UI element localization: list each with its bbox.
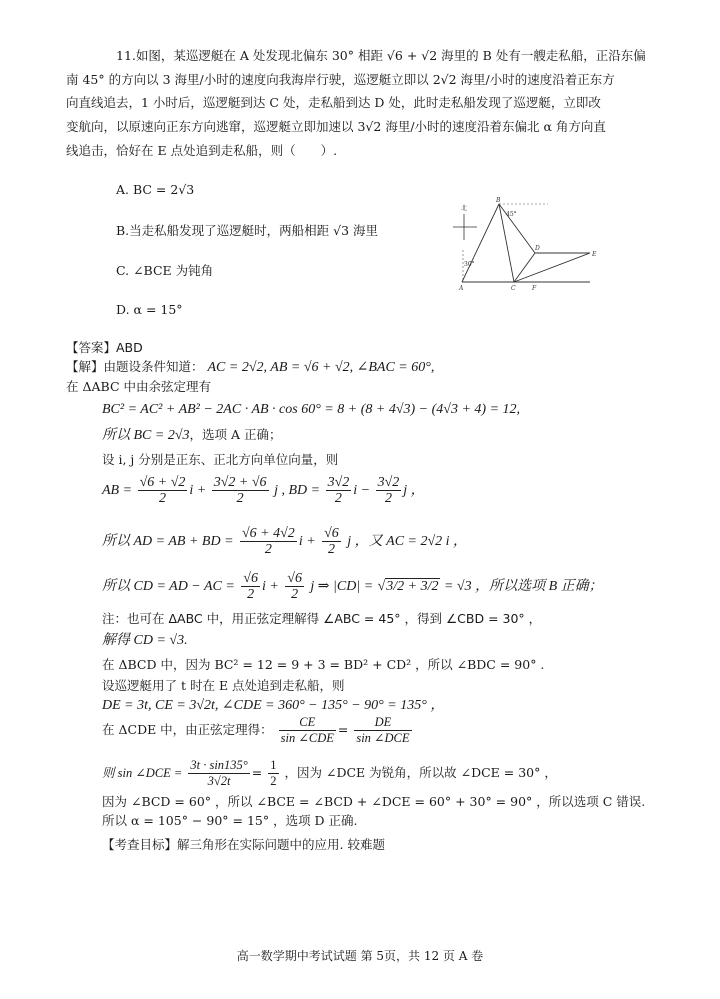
line-c-e <box>514 253 590 282</box>
sin-dce-pre: 则 sin ∠DCE = <box>102 766 183 780</box>
vector-cd-lhs: 所以 CD = AD − AC = <box>102 579 235 594</box>
frac-sine-2: $\frac{DE}{\text{sin ∠DCE}}$ <box>356 715 410 745</box>
note-line-1: 注：也可在 ΔABC 中，用正弦定理解得 ∠ABC = 45° ，得到 ∠CBD = 30° ， <box>102 611 542 626</box>
point-b-label: B <box>496 197 501 204</box>
option-d: D. α = 15° <box>116 302 183 317</box>
frac-sine-1: $\frac{CE}{\text{sin ∠CDE}}$ <box>280 715 334 745</box>
solution-given: AC = 2√2, AB = √6 + √2, ∠BAC = 60°, <box>207 360 435 375</box>
sine-law-pre: 在 ΔCDE 中，由正弦定理得： <box>102 722 273 737</box>
option-a: A. BC = 2√3 <box>116 182 195 197</box>
sin-dce-post: ，因为 ∠DCE 为锐角，所以故 ∠DCE = 30° ， <box>284 765 557 780</box>
north-label: 北 <box>461 205 468 212</box>
question-line-3: 向直线追去，1 小时后，巡逻艇到达 C 处，走私船到达 D 处，此时走私船发现了巡逻艇，立即改 <box>66 95 601 110</box>
frac-cd-2: $\frac{√6}{2}$ <box>287 570 302 602</box>
frac-bd-2: $\frac{3√2}{2}$ <box>377 475 400 507</box>
note-line-2: 解得 CD = √3. <box>102 633 188 648</box>
bc-result: 所以 BC = 2√3 <box>102 428 190 443</box>
point-e-label: E <box>592 251 597 258</box>
sin-dce-line: 则 sin ∠DCE = $\frac{3t \cdot \sin 135^\circ}{3√2t}$ = $\frac{1}{2}$ ，因为 ∠DCE 为锐角，所以故 ∠DCE = 30° ， <box>102 758 557 788</box>
sine-law-line: 在 ΔCDE 中，由正弦定理得： $\frac{CE}{\text{sin ∠CDE}}$ = $\frac{DE}{\text{sin ∠DCE}}$ <box>102 715 410 745</box>
frac-one-half: $\frac{1}{2}$ <box>270 758 277 788</box>
vector-cd-line: 所以 CD = AD − AC = $\frac{√6}{2}$ i + $\frac{√6}{2}$ j ⇒ |CD| = √3/2 + 3/2 = √3 ，所以选项 B 正确； <box>102 570 603 602</box>
question-line-5: 线追击，恰好在 E 点处追到走私船，则（ ）. <box>66 143 338 158</box>
point-c-label: C <box>511 285 516 292</box>
frac-bd-1: $\frac{3√2}{2}$ <box>327 475 350 507</box>
cd-root: √3/2 + 3/2 <box>377 579 439 594</box>
line-a-b <box>462 204 499 282</box>
option-c-wrong-line: 因为 ∠BCD = 60° ，所以 ∠BCE = ∠BCD + ∠DCE = 60° + 30° = 90° ，所以选项 C 错误. <box>102 794 646 809</box>
de-ce-line: DE = 3t, CE = 3√2t, ∠CDE = 360° − 135° − 90° = 135° ， <box>102 698 445 713</box>
solution-line-1 <box>66 358 434 376</box>
vector-ac: j ，又 AC = 2√2 i ， <box>347 534 468 549</box>
option-b-correct: = √3 ，所以选项 B 正确； <box>443 579 603 594</box>
option-d-correct-line: 所以 α = 105° − 90° = 15° ，选项 D 正确. <box>102 813 358 828</box>
frac-ad-2: $\frac{√6}{2}$ <box>324 525 339 557</box>
question-line-4: 变航向，以原速向正东方向逃窜，巡逻艇立即加速以 3√2 海里/小时的速度沿着东偏北 α 角方向直 <box>66 119 606 134</box>
angle-45-label: 45° <box>506 211 517 218</box>
frac-cd-1: $\frac{√6}{2}$ <box>243 570 258 602</box>
vector-ad-lhs: 所以 AD = AB + BD = <box>102 534 234 549</box>
geometry-figure <box>450 196 610 296</box>
solution-line-4 <box>102 426 282 444</box>
cd-modulus: j ⇒ |CD| = <box>310 579 374 594</box>
line-b-d <box>499 204 535 253</box>
question-line-1: 11.如图，某巡逻艇在 A 处发现北偏东 30° 相距 √6 + √2 海里的 B 处有一艘走私船，正沿东偏 <box>116 48 646 63</box>
point-a-label: A <box>459 285 464 292</box>
time-t-line: 设巡逻艇用了 t 时在 E 点处追到走私船，则 <box>102 678 345 693</box>
page-footer: 高一数学期中考试试题 第 5页，共 12 页 A 卷 <box>236 949 484 963</box>
unit-vector-line: 设 i, j 分别是正东、正北方向单位向量，则 <box>102 452 339 467</box>
frac-ad-1: $\frac{√6 + 4√2}{2}$ <box>241 525 295 557</box>
frac-ab-1: $\frac{√6 + √2}{2}$ <box>139 475 186 507</box>
vector-ab-bd-line: AB = $\frac{√6 + √2}{2}$ i + $\frac{3√2 + √6}{2}$ j , BD = $\frac{3√2}{2}$ i − $\frac{3√2}{2}$ j ， <box>102 475 425 507</box>
solution-line-2: 在 ΔABC 中由余弦定理有 <box>66 379 211 394</box>
exam-target-line: 【考查目标】解三角形在实际问题中的应用. 较难题 <box>102 837 385 852</box>
option-a-correct: ，选项 A 正确； <box>189 427 282 442</box>
option-b: B.当走私船发现了巡逻艇时，两船相距 √3 海里 <box>116 223 379 238</box>
vector-ab-lhs: AB = <box>102 483 133 498</box>
vector-ad-line: 所以 AD = AB + BD = $\frac{√6 + 4√2}{2}$ i + $\frac{√6}{2}$ j ，又 AC = 2√2 i ， <box>102 525 468 557</box>
point-f-label: F <box>532 285 537 292</box>
frac-ab-2: $\frac{3√2 + √6}{2}$ <box>213 475 267 507</box>
bcd-right-angle-line: 在 ΔBCD 中，因为 BC² = 12 = 9 + 3 = BD² + CD² ，所以 ∠BDC = 90° . <box>102 657 545 672</box>
cosine-law-line: BC² = AC² + AB² − 2AC · AB · cos 60° = 8 + (8 + 4√3) − (4√3 + 4) = 12, <box>102 402 521 417</box>
frac-sin-dce: $\frac{3t \cdot \sin 135^\circ}{3√2t}$ <box>190 758 248 788</box>
solution-head: 【解】由题设条件知道： <box>66 359 204 374</box>
angle-30-label: 30° <box>464 261 475 268</box>
question-line-2: 南 45° 的方向以 3 海里/小时的速度向我海岸行驶，巡逻艇立即以 2√2 海里/小时的速度沿着正东方 <box>66 72 615 87</box>
point-d-label: D <box>535 245 540 252</box>
option-c: C. ∠BCE 为钝角 <box>116 263 214 278</box>
vector-bd-lhs: j , BD = <box>274 483 321 498</box>
answer-line: 【答案】ABD <box>66 340 143 355</box>
